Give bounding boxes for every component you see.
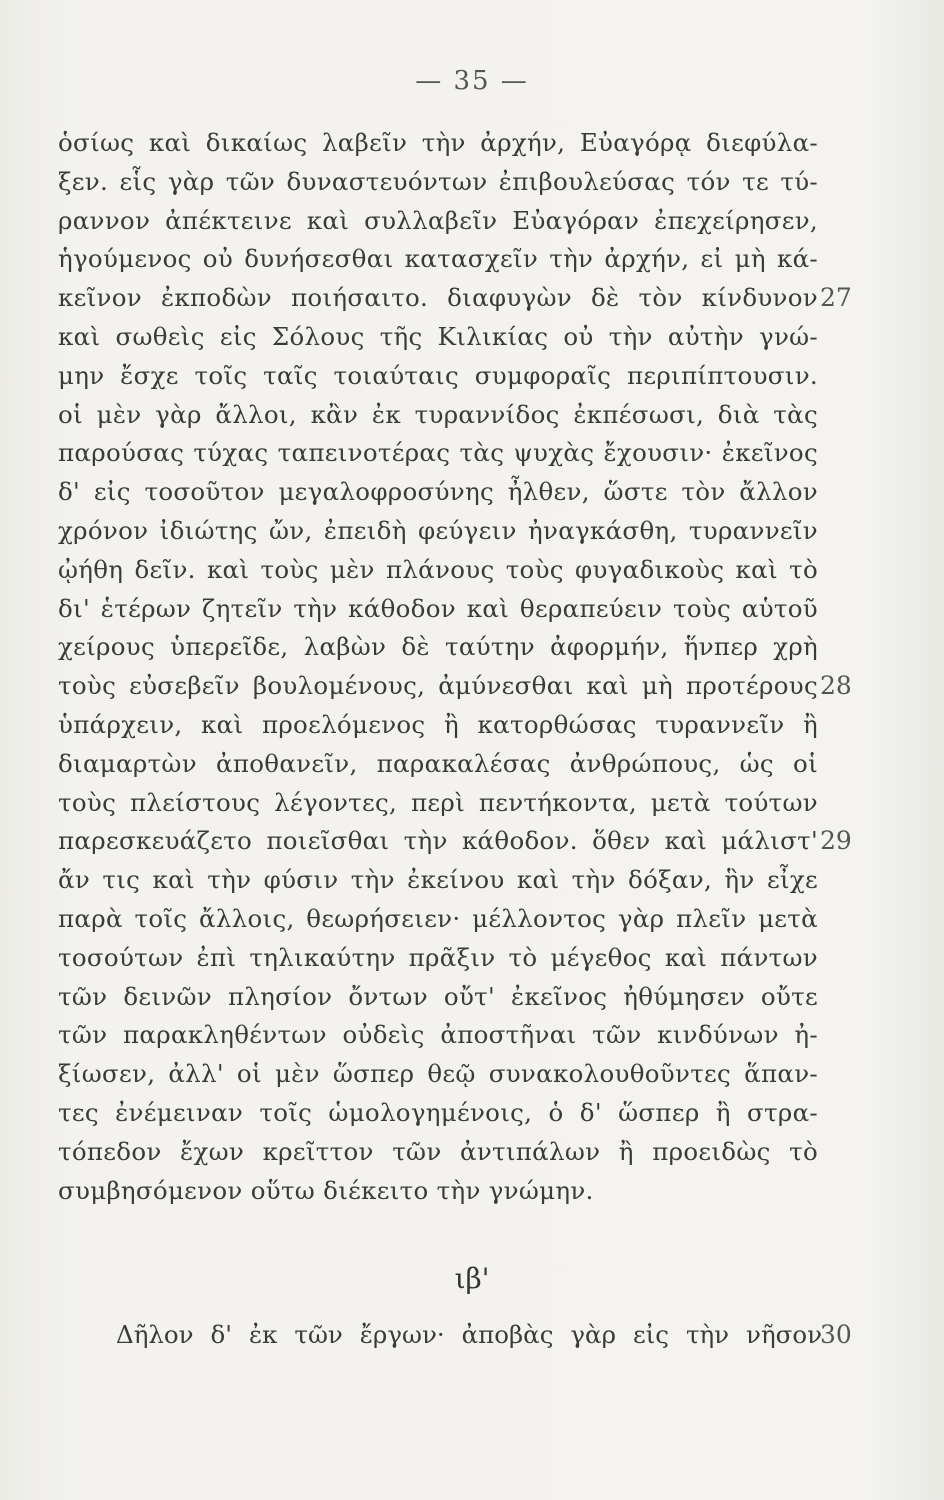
- text-line: τῶν δεινῶν πλησίον ὄντων οὔτ' ἐκεῖνος ἠθύμησεν οὔτε: [58, 981, 818, 1011]
- text-line: παρεσκευάζετο ποιεῖσθαι τὴν κάθοδον. ὅθεν καὶ μάλιστ': [58, 826, 818, 856]
- page-number: — 35 —: [415, 66, 529, 96]
- margin-number: 28: [820, 671, 852, 701]
- margin-number: 29: [820, 826, 852, 856]
- margin-number-final: 30: [820, 1320, 852, 1349]
- text-line: δι' ἑτέρων ζητεῖν τὴν κάθοδον καὶ θεραπεύειν τοὺς αὑτοῦ: [58, 593, 818, 623]
- text-line: μην ἔσχε τοῖς ταῖς τοιαύταις συμφοραῖς περιπίπτουσιν.: [58, 360, 818, 390]
- text-line: ᾠήθη δεῖν. καὶ τοὺς μὲν πλάνους τοὺς φυγαδικοὺς καὶ τὸ: [58, 554, 818, 584]
- text-line: ξεν. εἷς γὰρ τῶν δυναστευόντων ἐπιβουλεύσας τόν τε τύ-: [58, 166, 818, 196]
- text-line: τοὺς εὐσεβεῖν βουλομένους, ἀμύνεσθαι καὶ μὴ προτέρους: [58, 671, 818, 701]
- text-line: καὶ σωθεὶς εἰς Σόλους τῆς Κιλικίας οὐ τὴν αὐτὴν γνώ-: [58, 321, 818, 351]
- text-line: χρόνον ἰδιώτης ὤν, ἐπειδὴ φεύγειν ἠναγκάσθη, τυραννεῖν: [58, 515, 818, 545]
- section-first-line: Δῆλον δ' ἐκ τῶν ἔργων· ἀποβὰς γὰρ εἰς τὴν νῆσον: [116, 1320, 822, 1349]
- text-line: ὑπάρχειν, καὶ προελόμενος ἢ κατορθώσας τυραννεῖν ἢ: [58, 709, 818, 739]
- text-line: διαμαρτὼν ἀποθανεῖν, παρακαλέσας ἀνθρώπους, ὡς οἱ: [58, 748, 818, 778]
- section-heading: ιβ': [454, 1262, 490, 1295]
- margin-number: 27: [820, 283, 852, 313]
- text-line: τοσούτων ἐπὶ τηλικαύτην πρᾶξιν τὸ μέγεθος καὶ πάντων: [58, 942, 818, 972]
- text-line: ξίωσεν, ἀλλ' οἱ μὲν ὥσπερ θεῷ συνακολουθοῦντες ἅπαν-: [58, 1059, 818, 1089]
- text-line: συμβησόμενον οὕτω διέκειτο τὴν γνώμην.: [58, 1175, 594, 1205]
- text-line: κεῖνον ἐκποδὼν ποιήσαιτο. διαφυγὼν δὲ τὸν κίνδυνον: [58, 283, 818, 313]
- text-line: παρὰ τοῖς ἄλλοις, θεωρήσειεν· μέλλοντος γὰρ πλεῖν μετὰ: [58, 903, 818, 933]
- text-line: οἱ μὲν γὰρ ἄλλοι, κἂν ἐκ τυραννίδος ἐκπέσωσι, διὰ τὰς: [58, 399, 818, 429]
- text-line: ὁσίως καὶ δικαίως λαβεῖν τὴν ἀρχήν, Εὐαγόρᾳ διεφύλα-: [58, 128, 818, 157]
- text-line: ραννον ἀπέκτεινε καὶ συλλαβεῖν Εὐαγόραν ἐπεχείρησεν,: [58, 205, 818, 235]
- text-body: [58, 124, 818, 1210]
- text-line: ἡγούμενος οὐ δυνήσεσθαι κατασχεῖν τὴν ἀρχήν, εἰ μὴ κά-: [58, 244, 818, 274]
- text-line: τες ἐνέμειναν τοῖς ὡμολογημένοις, ὁ δ' ὥσπερ ἢ στρα-: [58, 1097, 818, 1127]
- text-line: τοὺς πλείστους λέγοντες, περὶ πεντήκοντα, μετὰ τούτων: [58, 787, 818, 817]
- text-line: ἄν τις καὶ τὴν φύσιν τὴν ἐκείνου καὶ τὴν δόξαν, ἣν εἶχε: [58, 865, 818, 895]
- text-line: χείρους ὑπερεῖδε, λαβὼν δὲ ταύτην ἀφορμήν, ἥνπερ χρὴ: [58, 632, 818, 662]
- text-line: δ' εἰς τοσοῦτον μεγαλοφροσύνης ἦλθεν, ὥστε τὸν ἄλλον: [58, 477, 818, 507]
- text-line: παρούσας τύχας ταπεινοτέρας τὰς ψυχὰς ἔχουσιν· ἐκεῖνος: [58, 438, 818, 468]
- text-line: τόπεδον ἔχων κρεῖττον τῶν ἀντιπάλων ἢ προειδὼς τὸ: [58, 1136, 818, 1166]
- text-line: τῶν παρακληθέντων οὐδεὶς ἀποστῆναι τῶν κινδύνων ἠ-: [58, 1020, 818, 1050]
